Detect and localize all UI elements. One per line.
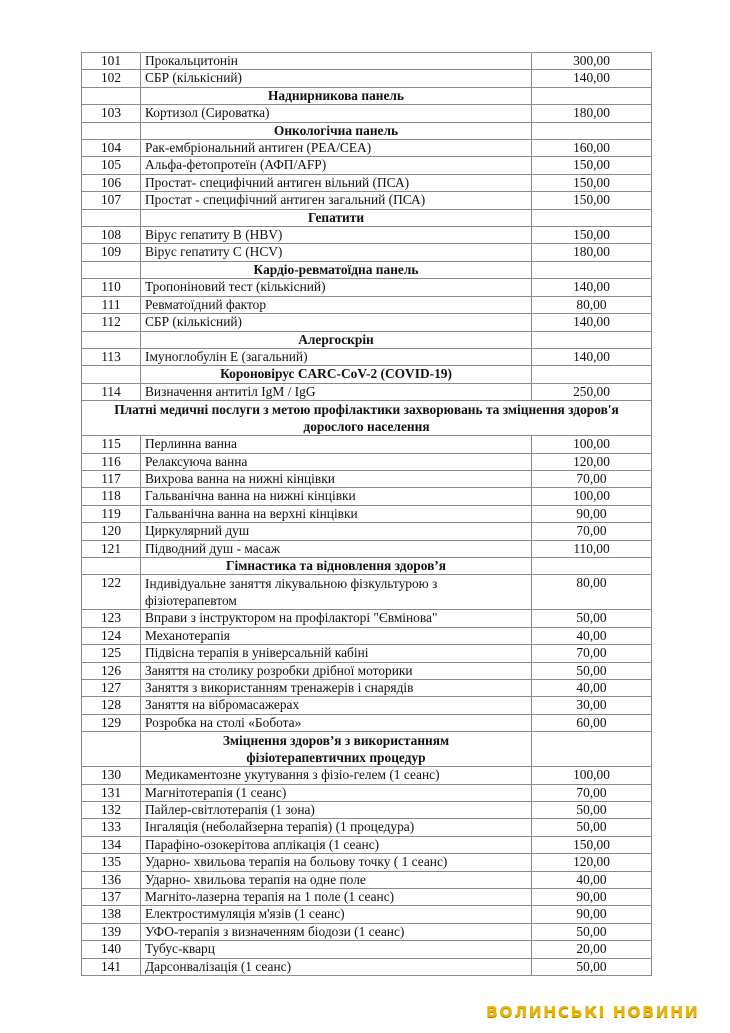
price-table [81, 52, 652, 976]
service-price: 180,00 [532, 105, 652, 122]
row-number: 133 [82, 819, 141, 836]
row-number: 114 [82, 383, 141, 400]
table-row [82, 575, 652, 610]
service-price: 140,00 [532, 348, 652, 365]
empty-cell [532, 122, 652, 139]
empty-cell [532, 331, 652, 348]
watermark-logo: ВОЛИНСЬКІ НОВИНИ [486, 1003, 700, 1021]
table-row [82, 610, 652, 627]
table-row [82, 627, 652, 644]
service-price: 40,00 [532, 627, 652, 644]
table-row [82, 906, 652, 923]
table-row [82, 854, 652, 871]
table-row [82, 244, 652, 261]
table-row [82, 157, 652, 174]
service-name: Заняття на столику розробки дрібної моторики [141, 662, 532, 679]
service-name: СБР (кількісний) [141, 314, 532, 331]
service-price: 30,00 [532, 697, 652, 714]
table-row [82, 662, 652, 679]
service-name: Пайлер-світлотерапія (1 зона) [141, 802, 532, 819]
service-name: Гальванічна ванна на нижні кінцівки [141, 488, 532, 505]
service-price: 160,00 [532, 140, 652, 157]
service-name: Вихрова ванна на нижні кінцівки [141, 470, 532, 487]
service-name: Тубус-кварц [141, 941, 532, 958]
service-price: 120,00 [532, 453, 652, 470]
service-name: УФО-терапія з визначенням біодози (1 сеанс) [141, 923, 532, 940]
service-price: 100,00 [532, 436, 652, 453]
section-header-row [82, 87, 652, 104]
service-price: 150,00 [532, 174, 652, 191]
service-price: 150,00 [532, 227, 652, 244]
service-price: 140,00 [532, 314, 652, 331]
service-name: Магнітотерапія (1 сеанс) [141, 784, 532, 801]
row-number: 112 [82, 314, 141, 331]
service-price: 60,00 [532, 714, 652, 731]
section-title: Кардіо-ревматоїдна панель [141, 261, 532, 278]
service-name: Магніто-лазерна терапія на 1 поле (1 сеанс) [141, 889, 532, 906]
service-name: Медикаментозне укутування з фізіо-гелем (1 сеанс) [141, 767, 532, 784]
table-row [82, 53, 652, 70]
service-price: 50,00 [532, 610, 652, 627]
row-number: 118 [82, 488, 141, 505]
section-title: Гімнастика та відновлення здоров’я [141, 557, 532, 574]
service-name: Гальванічна ванна на верхні кінцівки [141, 505, 532, 522]
empty-cell [532, 366, 652, 383]
row-number: 136 [82, 871, 141, 888]
price-list-page [81, 52, 650, 976]
row-number: 102 [82, 70, 141, 87]
row-number: 101 [82, 53, 141, 70]
row-number: 132 [82, 802, 141, 819]
table-row [82, 470, 652, 487]
service-price: 150,00 [532, 836, 652, 853]
service-price: 50,00 [532, 662, 652, 679]
service-price: 100,00 [532, 488, 652, 505]
service-name: Ударно- хвильова терапія на больову точку ( 1 сеанс) [141, 854, 532, 871]
table-row [82, 784, 652, 801]
row-number: 128 [82, 697, 141, 714]
empty-cell [82, 209, 141, 226]
service-price: 80,00 [532, 575, 652, 610]
section-title: Наднирникова панель [141, 87, 532, 104]
table-row [82, 802, 652, 819]
empty-cell [82, 366, 141, 383]
table-row [82, 296, 652, 313]
service-name: Вправи з інструктором на профілакторі "Євмінова" [141, 610, 532, 627]
table-row [82, 453, 652, 470]
service-name: Дарсонвалізація (1 сеанс) [141, 958, 532, 975]
service-name: Рак-ембріональний антиген (РЕА/CEA) [141, 140, 532, 157]
service-name: Ударно- хвильова терапія на одне поле [141, 871, 532, 888]
empty-cell [532, 557, 652, 574]
table-row [82, 488, 652, 505]
row-number: 126 [82, 662, 141, 679]
section-header-row [82, 209, 652, 226]
category-header-row [82, 401, 652, 436]
service-name: Простат - специфічний антиген загальний (ПСА) [141, 192, 532, 209]
table-row [82, 923, 652, 940]
table-row [82, 192, 652, 209]
service-price: 150,00 [532, 192, 652, 209]
table-row [82, 836, 652, 853]
service-name: Індивідуальне заняття лікувальною фізкультурою з фізіотерапевтом [141, 575, 532, 610]
service-price: 90,00 [532, 906, 652, 923]
service-price: 50,00 [532, 802, 652, 819]
table-row [82, 767, 652, 784]
row-number: 119 [82, 505, 141, 522]
service-name: Перлинна ванна [141, 436, 532, 453]
row-number: 137 [82, 889, 141, 906]
table-row [82, 889, 652, 906]
row-number: 129 [82, 714, 141, 731]
empty-cell [532, 87, 652, 104]
service-name: Тропоніновий тест (кількісний) [141, 279, 532, 296]
service-price: 20,00 [532, 941, 652, 958]
table-row [82, 714, 652, 731]
row-number: 125 [82, 645, 141, 662]
service-price: 140,00 [532, 70, 652, 87]
table-row [82, 819, 652, 836]
table-row [82, 645, 652, 662]
section-header-row [82, 122, 652, 139]
row-number: 121 [82, 540, 141, 557]
service-name: Електростимуляція м'язів (1 сеанс) [141, 906, 532, 923]
section-title: Короновірус CARC-CoV-2 (COVID-19) [141, 366, 532, 383]
row-number: 109 [82, 244, 141, 261]
row-number: 113 [82, 348, 141, 365]
table-row [82, 697, 652, 714]
section-title: Зміцнення здоров’я з використанням фізіотерапевтичних процедур [141, 732, 532, 767]
row-number: 140 [82, 941, 141, 958]
empty-cell [82, 732, 141, 767]
service-name: Механотерапія [141, 627, 532, 644]
service-price: 300,00 [532, 53, 652, 70]
row-number: 131 [82, 784, 141, 801]
row-number: 104 [82, 140, 141, 157]
row-number: 124 [82, 627, 141, 644]
row-number: 108 [82, 227, 141, 244]
row-number: 138 [82, 906, 141, 923]
service-name: СБР (кількісний) [141, 70, 532, 87]
table-row [82, 523, 652, 540]
section-header-row [82, 261, 652, 278]
section-title: Гепатити [141, 209, 532, 226]
table-row [82, 958, 652, 975]
table-row [82, 436, 652, 453]
service-price: 70,00 [532, 784, 652, 801]
service-name: Кортизол (Сироватка) [141, 105, 532, 122]
row-number: 122 [82, 575, 141, 610]
service-name: Прокальцитонін [141, 53, 532, 70]
row-number: 115 [82, 436, 141, 453]
row-number: 120 [82, 523, 141, 540]
service-name: Ревматоїдний фактор [141, 296, 532, 313]
table-row [82, 70, 652, 87]
row-number: 130 [82, 767, 141, 784]
service-name: Інгаляція (неболайзерна терапія) (1 процедура) [141, 819, 532, 836]
table-row [82, 227, 652, 244]
table-row [82, 105, 652, 122]
service-price: 110,00 [532, 540, 652, 557]
service-name: Заняття на вібромасажерах [141, 697, 532, 714]
empty-cell [532, 732, 652, 767]
service-price: 180,00 [532, 244, 652, 261]
service-name: Вірус гепатиту В (HBV) [141, 227, 532, 244]
row-number: 110 [82, 279, 141, 296]
empty-cell [82, 87, 141, 104]
service-name: Визначення антитіл IgM / IgG [141, 383, 532, 400]
row-number: 134 [82, 836, 141, 853]
section-header-row [82, 732, 652, 767]
service-name: Імуноглобулін Е (загальний) [141, 348, 532, 365]
service-name: Підвісна терапія в універсальній кабіні [141, 645, 532, 662]
row-number: 135 [82, 854, 141, 871]
empty-cell [82, 331, 141, 348]
table-row [82, 871, 652, 888]
category-title: Платні медичні послуги з метою профілактики захворювань та зміцнення здоров'я дорослого населення [82, 401, 652, 436]
table-row [82, 540, 652, 557]
service-price: 100,00 [532, 767, 652, 784]
service-price: 70,00 [532, 470, 652, 487]
table-row [82, 174, 652, 191]
service-name: Парафіно-озокерітова аплікація (1 сеанс) [141, 836, 532, 853]
table-row [82, 348, 652, 365]
service-price: 70,00 [532, 645, 652, 662]
price-table-body [82, 53, 652, 976]
row-number: 103 [82, 105, 141, 122]
empty-cell [532, 209, 652, 226]
section-title: Алергоскрін [141, 331, 532, 348]
service-price: 50,00 [532, 958, 652, 975]
service-name: Розробка на столі «Бобота» [141, 714, 532, 731]
row-number: 123 [82, 610, 141, 627]
row-number: 105 [82, 157, 141, 174]
table-row [82, 505, 652, 522]
empty-cell [82, 261, 141, 278]
service-price: 50,00 [532, 819, 652, 836]
section-header-row [82, 331, 652, 348]
row-number: 117 [82, 470, 141, 487]
empty-cell [82, 557, 141, 574]
service-name: Релаксуюча ванна [141, 453, 532, 470]
table-row [82, 140, 652, 157]
service-name: Циркулярний душ [141, 523, 532, 540]
service-name: Заняття з використанням тренажерів і снарядів [141, 680, 532, 697]
service-name: Простат- специфічний антиген вільний (ПСА) [141, 174, 532, 191]
service-price: 40,00 [532, 680, 652, 697]
section-header-row [82, 366, 652, 383]
table-row [82, 279, 652, 296]
service-price: 250,00 [532, 383, 652, 400]
service-price: 120,00 [532, 854, 652, 871]
service-price: 70,00 [532, 523, 652, 540]
table-row [82, 314, 652, 331]
service-price: 140,00 [532, 279, 652, 296]
section-title: Онкологічна панель [141, 122, 532, 139]
service-price: 150,00 [532, 157, 652, 174]
row-number: 141 [82, 958, 141, 975]
row-number: 106 [82, 174, 141, 191]
row-number: 111 [82, 296, 141, 313]
row-number: 107 [82, 192, 141, 209]
service-price: 90,00 [532, 505, 652, 522]
table-row [82, 383, 652, 400]
table-row [82, 680, 652, 697]
service-name: Підводний душ - масаж [141, 540, 532, 557]
table-row [82, 941, 652, 958]
section-header-row [82, 557, 652, 574]
row-number: 127 [82, 680, 141, 697]
service-price: 50,00 [532, 923, 652, 940]
service-name: Альфа-фетопротеїн (АФП/AFP) [141, 157, 532, 174]
row-number: 116 [82, 453, 141, 470]
service-price: 80,00 [532, 296, 652, 313]
service-price: 90,00 [532, 889, 652, 906]
service-price: 40,00 [532, 871, 652, 888]
row-number: 139 [82, 923, 141, 940]
empty-cell [82, 122, 141, 139]
service-name: Вірус гепатиту С (HCV) [141, 244, 532, 261]
empty-cell [532, 261, 652, 278]
